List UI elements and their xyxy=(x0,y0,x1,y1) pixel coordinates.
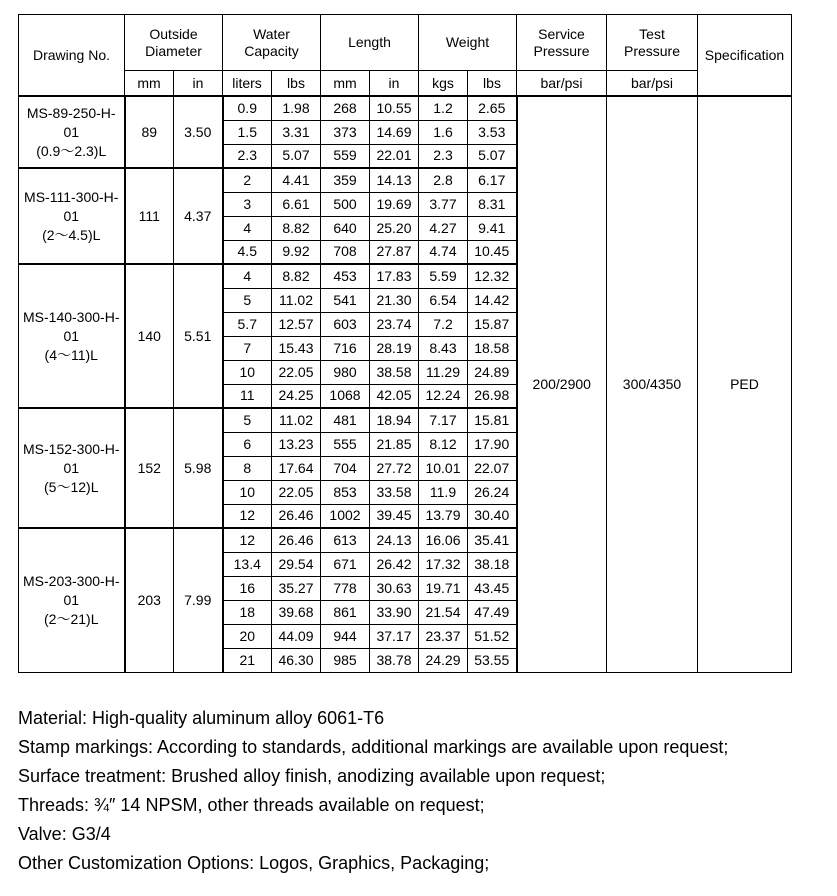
cap-liters-cell: 13.4 xyxy=(223,552,272,576)
len-in-cell: 27.72 xyxy=(370,456,419,480)
len-in-cell: 38.78 xyxy=(370,648,419,672)
cap-liters-cell: 12 xyxy=(223,528,272,552)
wt-kgs-cell: 16.06 xyxy=(419,528,468,552)
wt-lbs-cell: 26.98 xyxy=(468,384,517,408)
unit-weight-lbs: lbs xyxy=(468,71,517,97)
wt-lbs-cell: 17.90 xyxy=(468,432,517,456)
wt-lbs-cell: 15.81 xyxy=(468,408,517,432)
cap-lbs-cell: 24.25 xyxy=(272,384,321,408)
cap-lbs-cell: 29.54 xyxy=(272,552,321,576)
wt-kgs-cell: 1.2 xyxy=(419,96,468,120)
len-in-cell: 38.58 xyxy=(370,360,419,384)
len-mm-cell: 268 xyxy=(321,96,370,120)
wt-lbs-cell: 8.31 xyxy=(468,192,517,216)
header-drawing-no: Drawing No. xyxy=(19,15,125,97)
len-mm-cell: 453 xyxy=(321,264,370,288)
wt-lbs-cell: 10.45 xyxy=(468,240,517,264)
len-in-cell: 14.69 xyxy=(370,120,419,144)
service-pressure-cell: 200/2900 xyxy=(517,96,607,672)
cap-lbs-cell: 13.23 xyxy=(272,432,321,456)
len-mm-cell: 1068 xyxy=(321,384,370,408)
table-body xyxy=(19,96,792,672)
wt-lbs-cell: 15.87 xyxy=(468,312,517,336)
cap-liters-cell: 6 xyxy=(223,432,272,456)
cap-lbs-cell: 12.57 xyxy=(272,312,321,336)
drawing-number-cell: MS-89-250-H- 01 (0.9～2.3)L xyxy=(19,96,125,168)
len-mm-cell: 1002 xyxy=(321,504,370,528)
unit-capacity-liters: liters xyxy=(223,71,272,97)
len-in-cell: 42.05 xyxy=(370,384,419,408)
cap-lbs-cell: 39.68 xyxy=(272,600,321,624)
len-in-cell: 30.63 xyxy=(370,576,419,600)
wt-kgs-cell: 5.59 xyxy=(419,264,468,288)
cap-lbs-cell: 22.05 xyxy=(272,360,321,384)
len-mm-cell: 359 xyxy=(321,168,370,192)
wt-kgs-cell: 19.71 xyxy=(419,576,468,600)
wt-lbs-cell: 12.32 xyxy=(468,264,517,288)
len-mm-cell: 853 xyxy=(321,480,370,504)
len-mm-cell: 555 xyxy=(321,432,370,456)
len-in-cell: 27.87 xyxy=(370,240,419,264)
wt-kgs-cell: 8.12 xyxy=(419,432,468,456)
cap-liters-cell: 20 xyxy=(223,624,272,648)
outside-diameter-mm-cell: 89 xyxy=(125,96,174,168)
cap-lbs-cell: 26.46 xyxy=(272,528,321,552)
cap-lbs-cell: 15.43 xyxy=(272,336,321,360)
wt-kgs-cell: 24.29 xyxy=(419,648,468,672)
len-in-cell: 39.45 xyxy=(370,504,419,528)
len-in-cell: 24.13 xyxy=(370,528,419,552)
unit-test-pressure: bar/psi xyxy=(607,71,698,97)
unit-capacity-lbs: lbs xyxy=(272,71,321,97)
wt-kgs-cell: 3.77 xyxy=(419,192,468,216)
len-in-cell: 33.90 xyxy=(370,600,419,624)
len-mm-cell: 541 xyxy=(321,288,370,312)
len-in-cell: 17.83 xyxy=(370,264,419,288)
cap-liters-cell: 4 xyxy=(223,264,272,288)
wt-kgs-cell: 17.32 xyxy=(419,552,468,576)
outside-diameter-mm-cell: 203 xyxy=(125,528,174,672)
wt-kgs-cell: 21.54 xyxy=(419,600,468,624)
wt-kgs-cell: 7.17 xyxy=(419,408,468,432)
len-mm-cell: 671 xyxy=(321,552,370,576)
len-mm-cell: 716 xyxy=(321,336,370,360)
len-mm-cell: 500 xyxy=(321,192,370,216)
wt-kgs-cell: 10.01 xyxy=(419,456,468,480)
drawing-number-cell: MS-152-300-H- 01 (5～12)L xyxy=(19,408,125,528)
wt-lbs-cell: 2.65 xyxy=(468,96,517,120)
unit-od-mm: mm xyxy=(125,71,174,97)
len-mm-cell: 481 xyxy=(321,408,370,432)
drawing-number-cell: MS-203-300-H- 01 (2～21)L xyxy=(19,528,125,672)
wt-kgs-cell: 6.54 xyxy=(419,288,468,312)
wt-kgs-cell: 13.79 xyxy=(419,504,468,528)
len-in-cell: 37.17 xyxy=(370,624,419,648)
cap-liters-cell: 12 xyxy=(223,504,272,528)
cap-liters-cell: 2.3 xyxy=(223,144,272,168)
cap-lbs-cell: 17.64 xyxy=(272,456,321,480)
wt-lbs-cell: 18.58 xyxy=(468,336,517,360)
header-outside-diameter: Outside Diameter xyxy=(125,15,223,71)
cap-liters-cell: 18 xyxy=(223,600,272,624)
drawing-number-cell: MS-111-300-H- 01 (2～4.5)L xyxy=(19,168,125,264)
len-mm-cell: 559 xyxy=(321,144,370,168)
wt-kgs-cell: 23.37 xyxy=(419,624,468,648)
len-mm-cell: 980 xyxy=(321,360,370,384)
header-specification: Specification xyxy=(698,15,792,97)
len-mm-cell: 603 xyxy=(321,312,370,336)
cap-liters-cell: 4.5 xyxy=(223,240,272,264)
cap-liters-cell: 5 xyxy=(223,408,272,432)
len-in-cell: 26.42 xyxy=(370,552,419,576)
len-in-cell: 14.13 xyxy=(370,168,419,192)
header-weight: Weight xyxy=(419,15,517,71)
wt-kgs-cell: 8.43 xyxy=(419,336,468,360)
cap-liters-cell: 5.7 xyxy=(223,312,272,336)
cap-liters-cell: 4 xyxy=(223,216,272,240)
unit-length-in: in xyxy=(370,71,419,97)
note-material: Material: High-quality aluminum alloy 6061-T6 xyxy=(18,708,385,728)
len-mm-cell: 708 xyxy=(321,240,370,264)
wt-kgs-cell: 4.27 xyxy=(419,216,468,240)
cap-liters-cell: 8 xyxy=(223,456,272,480)
cap-liters-cell: 2 xyxy=(223,168,272,192)
len-in-cell: 23.74 xyxy=(370,312,419,336)
wt-lbs-cell: 47.49 xyxy=(468,600,517,624)
wt-kgs-cell: 2.3 xyxy=(419,144,468,168)
notes-section xyxy=(18,704,828,878)
unit-weight-kgs: kgs xyxy=(419,71,468,97)
wt-lbs-cell: 24.89 xyxy=(468,360,517,384)
len-mm-cell: 861 xyxy=(321,600,370,624)
cap-liters-cell: 10 xyxy=(223,360,272,384)
unit-od-in: in xyxy=(174,71,223,97)
outside-diameter-in-cell: 3.50 xyxy=(174,96,223,168)
len-mm-cell: 613 xyxy=(321,528,370,552)
note-surface-treatment: Surface treatment: Brushed alloy finish, anodizing available upon request; xyxy=(18,766,606,786)
len-in-cell: 28.19 xyxy=(370,336,419,360)
wt-lbs-cell: 22.07 xyxy=(468,456,517,480)
cap-liters-cell: 0.9 xyxy=(223,96,272,120)
wt-lbs-cell: 53.55 xyxy=(468,648,517,672)
header-length: Length xyxy=(321,15,419,71)
cap-lbs-cell: 4.41 xyxy=(272,168,321,192)
cap-liters-cell: 16 xyxy=(223,576,272,600)
cap-lbs-cell: 5.07 xyxy=(272,144,321,168)
drawing-number-cell: MS-140-300-H- 01 (4～11)L xyxy=(19,264,125,408)
len-mm-cell: 985 xyxy=(321,648,370,672)
len-in-cell: 21.30 xyxy=(370,288,419,312)
cap-lbs-cell: 11.02 xyxy=(272,408,321,432)
wt-kgs-cell: 4.74 xyxy=(419,240,468,264)
header-water-capacity: Water Capacity xyxy=(223,15,321,71)
wt-kgs-cell: 12.24 xyxy=(419,384,468,408)
wt-kgs-cell: 11.29 xyxy=(419,360,468,384)
cap-lbs-cell: 26.46 xyxy=(272,504,321,528)
wt-lbs-cell: 30.40 xyxy=(468,504,517,528)
wt-lbs-cell: 38.18 xyxy=(468,552,517,576)
unit-service-pressure: bar/psi xyxy=(517,71,607,97)
table-row xyxy=(19,96,792,120)
len-in-cell: 33.58 xyxy=(370,480,419,504)
wt-lbs-cell: 51.52 xyxy=(468,624,517,648)
cap-liters-cell: 11 xyxy=(223,384,272,408)
cap-liters-cell: 7 xyxy=(223,336,272,360)
len-mm-cell: 704 xyxy=(321,456,370,480)
cap-lbs-cell: 35.27 xyxy=(272,576,321,600)
outside-diameter-in-cell: 7.99 xyxy=(174,528,223,672)
outside-diameter-in-cell: 5.98 xyxy=(174,408,223,528)
cap-lbs-cell: 9.92 xyxy=(272,240,321,264)
wt-kgs-cell: 1.6 xyxy=(419,120,468,144)
cap-liters-cell: 5 xyxy=(223,288,272,312)
cap-liters-cell: 3 xyxy=(223,192,272,216)
unit-length-mm: mm xyxy=(321,71,370,97)
len-mm-cell: 640 xyxy=(321,216,370,240)
wt-lbs-cell: 6.17 xyxy=(468,168,517,192)
note-stamp-markings: Stamp markings: According to standards, additional markings are available upon request; xyxy=(18,737,729,757)
specification-table xyxy=(18,14,792,673)
specification-cell: PED xyxy=(698,96,792,672)
wt-lbs-cell: 3.53 xyxy=(468,120,517,144)
cap-lbs-cell: 1.98 xyxy=(272,96,321,120)
len-mm-cell: 944 xyxy=(321,624,370,648)
cap-lbs-cell: 6.61 xyxy=(272,192,321,216)
header-service-pressure: Service Pressure xyxy=(517,15,607,71)
cap-lbs-cell: 8.82 xyxy=(272,264,321,288)
cap-lbs-cell: 22.05 xyxy=(272,480,321,504)
wt-lbs-cell: 26.24 xyxy=(468,480,517,504)
outside-diameter-in-cell: 5.51 xyxy=(174,264,223,408)
outside-diameter-mm-cell: 140 xyxy=(125,264,174,408)
header-test-pressure: Test Pressure xyxy=(607,15,698,71)
wt-kgs-cell: 11.9 xyxy=(419,480,468,504)
wt-kgs-cell: 2.8 xyxy=(419,168,468,192)
cap-lbs-cell: 44.09 xyxy=(272,624,321,648)
wt-lbs-cell: 5.07 xyxy=(468,144,517,168)
outside-diameter-in-cell: 4.37 xyxy=(174,168,223,264)
cap-liters-cell: 1.5 xyxy=(223,120,272,144)
wt-lbs-cell: 14.42 xyxy=(468,288,517,312)
cap-lbs-cell: 46.30 xyxy=(272,648,321,672)
len-mm-cell: 373 xyxy=(321,120,370,144)
cap-lbs-cell: 11.02 xyxy=(272,288,321,312)
cap-lbs-cell: 3.31 xyxy=(272,120,321,144)
cap-liters-cell: 21 xyxy=(223,648,272,672)
len-mm-cell: 778 xyxy=(321,576,370,600)
note-customization: Other Customization Options: Logos, Graphics, Packaging; xyxy=(18,853,490,873)
test-pressure-cell: 300/4350 xyxy=(607,96,698,672)
len-in-cell: 18.94 xyxy=(370,408,419,432)
outside-diameter-mm-cell: 152 xyxy=(125,408,174,528)
len-in-cell: 10.55 xyxy=(370,96,419,120)
cap-liters-cell: 10 xyxy=(223,480,272,504)
outside-diameter-mm-cell: 111 xyxy=(125,168,174,264)
len-in-cell: 21.85 xyxy=(370,432,419,456)
wt-lbs-cell: 9.41 xyxy=(468,216,517,240)
len-in-cell: 19.69 xyxy=(370,192,419,216)
cap-lbs-cell: 8.82 xyxy=(272,216,321,240)
note-valve: Valve: G3/4 xyxy=(18,824,111,844)
len-in-cell: 22.01 xyxy=(370,144,419,168)
wt-lbs-cell: 35.41 xyxy=(468,528,517,552)
len-in-cell: 25.20 xyxy=(370,216,419,240)
wt-lbs-cell: 43.45 xyxy=(468,576,517,600)
note-threads: Threads: ¾″ 14 NPSM, other threads available on request; xyxy=(18,795,485,815)
wt-kgs-cell: 7.2 xyxy=(419,312,468,336)
